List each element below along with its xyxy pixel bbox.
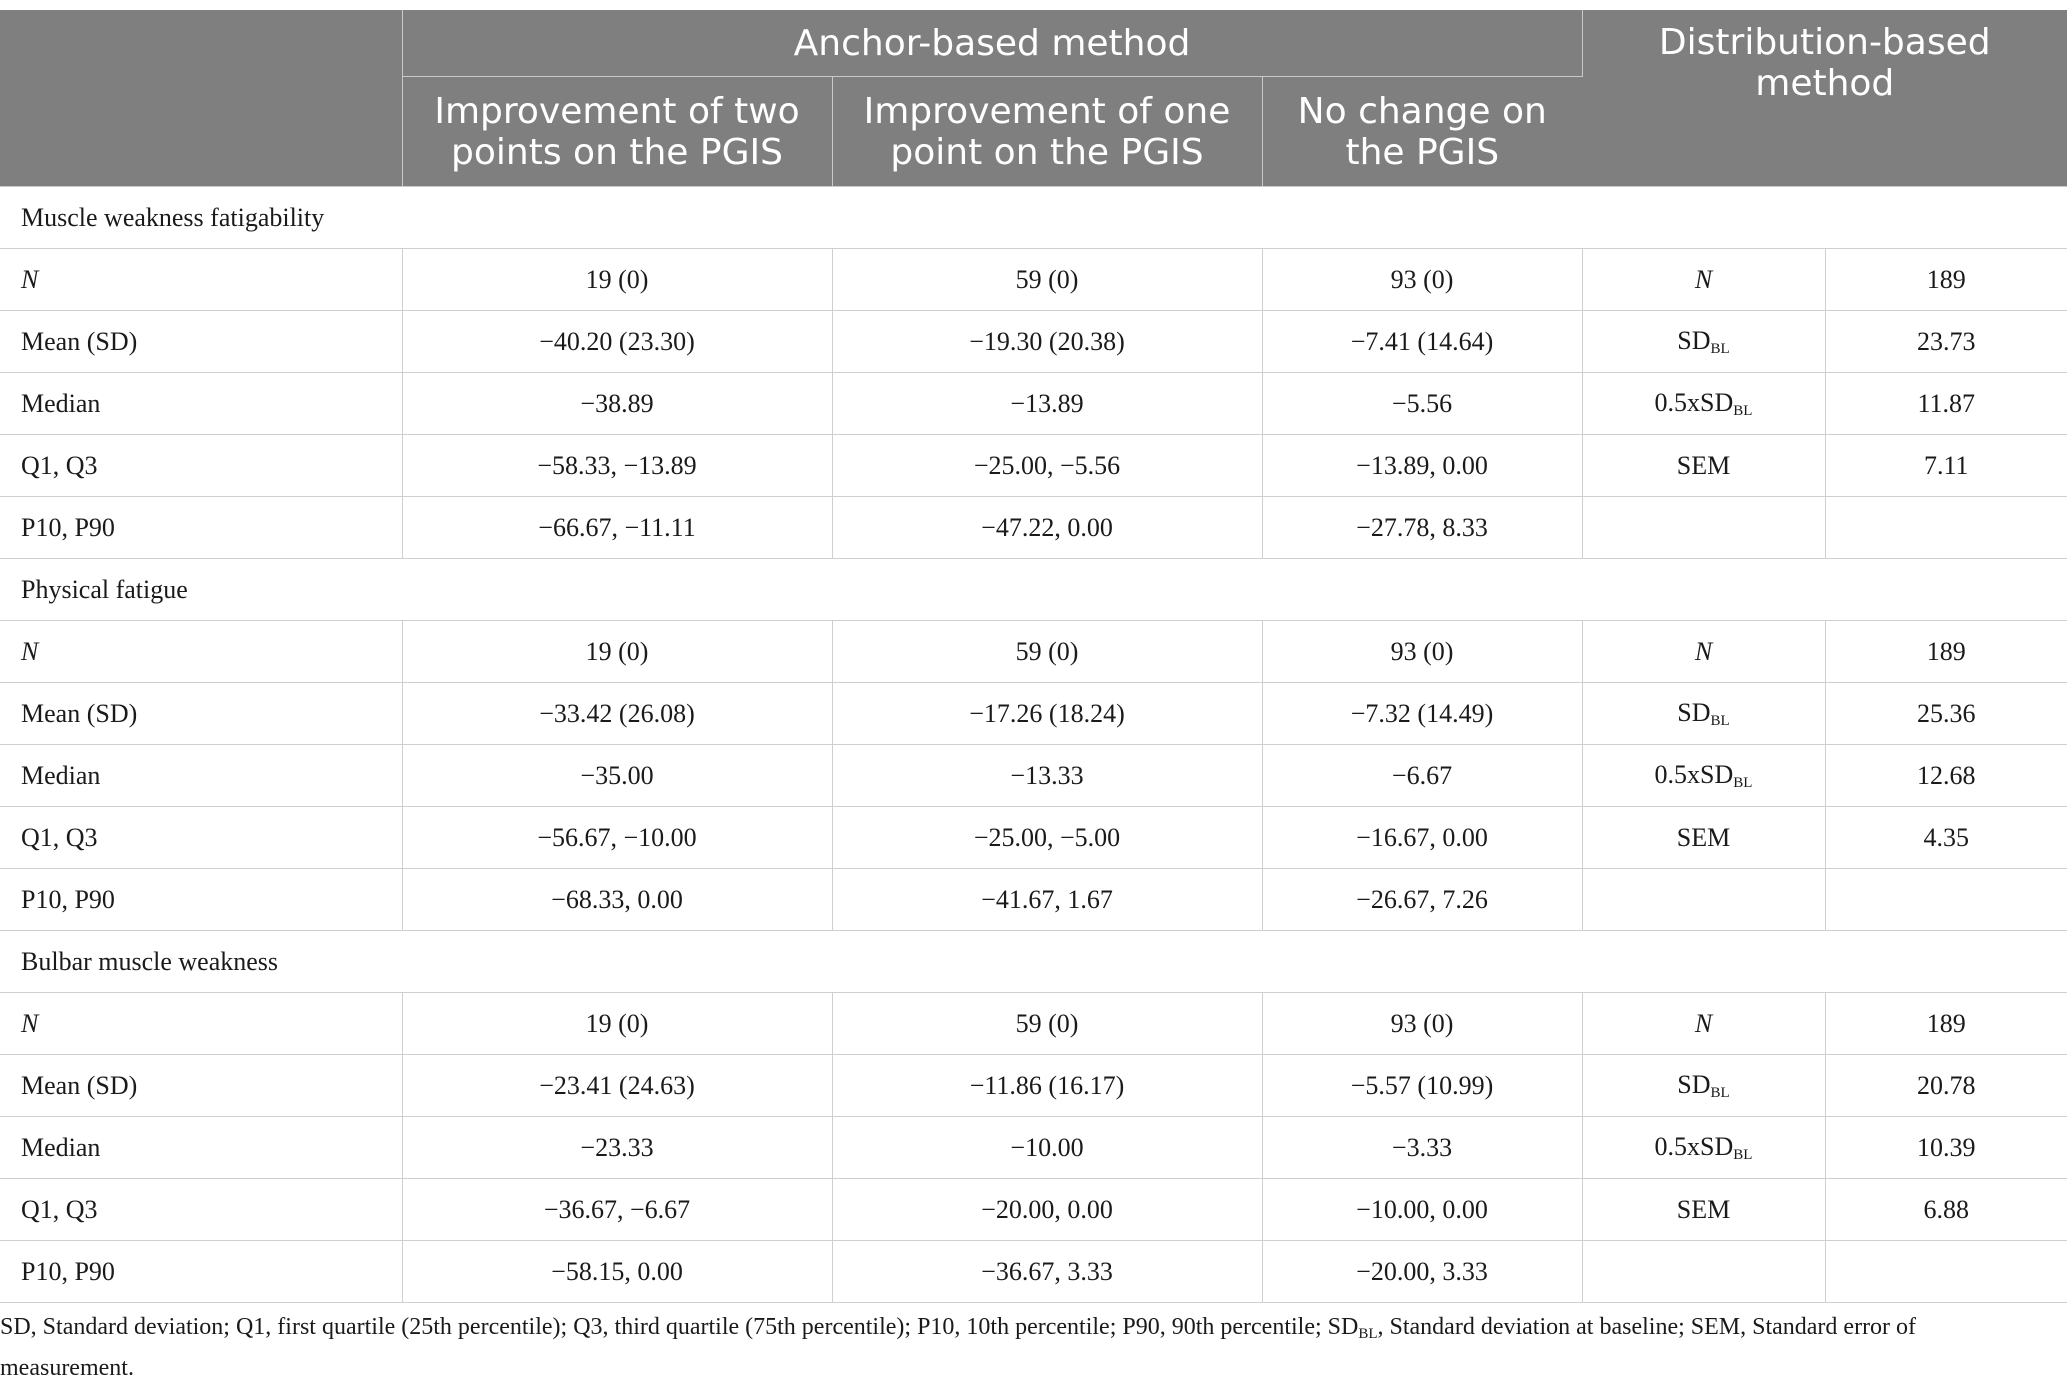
distribution-value: 12.68: [1825, 745, 2067, 807]
cell-one-point: −47.22, 0.00: [832, 497, 1262, 559]
cell-two-points: −58.15, 0.00: [402, 1241, 832, 1303]
distribution-label-text: N: [1694, 636, 1713, 666]
header-distribution-group: Distribution-based method: [1582, 10, 2067, 187]
table-footnote: [0, 1310, 2040, 1385]
distribution-value: 7.11: [1825, 435, 2067, 497]
distribution-label: [1582, 1055, 1825, 1117]
cell-no-change: 93 (0): [1262, 249, 1582, 311]
table-row: [0, 1179, 2067, 1241]
cell-one-point: −41.67, 1.67: [832, 869, 1262, 931]
row-label: Q1, Q3: [0, 1179, 402, 1241]
distribution-label: [1582, 1117, 1825, 1179]
cell-no-change: −7.32 (14.49): [1262, 683, 1582, 745]
row-label: P10, P90: [0, 1241, 402, 1303]
row-label: Mean (SD): [0, 1055, 402, 1117]
table-row: [0, 621, 2067, 683]
cell-two-points: 19 (0): [402, 249, 832, 311]
distribution-value: 189: [1825, 621, 2067, 683]
table-row: [0, 1055, 2067, 1117]
row-label: Median: [0, 1117, 402, 1179]
header-col-one-point: Improvement of one point on the PGIS: [832, 77, 1262, 187]
distribution-label: [1582, 373, 1825, 435]
cell-one-point: −19.30 (20.38): [832, 311, 1262, 373]
header-anchor-group: Anchor-based method: [402, 10, 1582, 77]
header-col-no-change: No change on the PGIS: [1262, 77, 1582, 187]
cell-no-change: −26.67, 7.26: [1262, 869, 1582, 931]
row-label: N: [0, 621, 402, 683]
footnote-text-after: , Standard deviation at baseline; SEM, Standard error of measurement.: [0, 1314, 1917, 1381]
section-row: [0, 931, 2067, 993]
row-label: Q1, Q3: [0, 807, 402, 869]
distribution-label: [1582, 745, 1825, 807]
cell-one-point: −20.00, 0.00: [832, 1179, 1262, 1241]
distribution-value: 25.36: [1825, 683, 2067, 745]
distribution-label: [1582, 497, 1825, 559]
table-body: [0, 187, 2067, 1303]
distribution-value: [1825, 869, 2067, 931]
distribution-label-subscript: BL: [1710, 1084, 1730, 1101]
distribution-label-text: SD: [1677, 1069, 1711, 1099]
cell-one-point: 59 (0): [832, 993, 1262, 1055]
distribution-value: 189: [1825, 249, 2067, 311]
table-row: [0, 807, 2067, 869]
cell-one-point: −36.67, 3.33: [832, 1241, 1262, 1303]
row-label: Mean (SD): [0, 311, 402, 373]
cell-one-point: 59 (0): [832, 621, 1262, 683]
cell-one-point: −25.00, −5.00: [832, 807, 1262, 869]
distribution-label: [1582, 1179, 1825, 1241]
distribution-value: 23.73: [1825, 311, 2067, 373]
cell-two-points: −38.89: [402, 373, 832, 435]
row-label: Q1, Q3: [0, 435, 402, 497]
cell-no-change: −7.41 (14.64): [1262, 311, 1582, 373]
distribution-label-text: N: [1694, 264, 1713, 294]
distribution-label-text: 0.5xSD: [1654, 387, 1734, 417]
cell-no-change: −16.67, 0.00: [1262, 807, 1582, 869]
distribution-label: [1582, 993, 1825, 1055]
distribution-value: 6.88: [1825, 1179, 2067, 1241]
table-row: [0, 869, 2067, 931]
distribution-value: [1825, 1241, 2067, 1303]
cell-no-change: −5.57 (10.99): [1262, 1055, 1582, 1117]
cell-two-points: −58.33, −13.89: [402, 435, 832, 497]
section-row: [0, 187, 2067, 249]
cell-two-points: −66.67, −11.11: [402, 497, 832, 559]
cell-no-change: −3.33: [1262, 1117, 1582, 1179]
cell-one-point: −11.86 (16.17): [832, 1055, 1262, 1117]
cell-two-points: −36.67, −6.67: [402, 1179, 832, 1241]
cell-one-point: −13.33: [832, 745, 1262, 807]
cell-no-change: −27.78, 8.33: [1262, 497, 1582, 559]
table-row: [0, 1241, 2067, 1303]
results-table: [0, 10, 2067, 1303]
section-title: Muscle weakness fatigability: [0, 187, 2067, 249]
cell-one-point: −10.00: [832, 1117, 1262, 1179]
distribution-value: 4.35: [1825, 807, 2067, 869]
cell-two-points: −40.20 (23.30): [402, 311, 832, 373]
header-col-two-points: Improvement of two points on the PGIS: [402, 77, 832, 187]
distribution-value: 10.39: [1825, 1117, 2067, 1179]
header-row-groups: [0, 10, 2067, 77]
footnote-subscript: BL: [1358, 1326, 1378, 1342]
header-empty-cell: [0, 10, 402, 187]
distribution-label-text: N: [1694, 1008, 1713, 1038]
cell-one-point: −25.00, −5.56: [832, 435, 1262, 497]
section-title: Physical fatigue: [0, 559, 2067, 621]
distribution-label: [1582, 249, 1825, 311]
cell-two-points: −56.67, −10.00: [402, 807, 832, 869]
cell-two-points: −33.42 (26.08): [402, 683, 832, 745]
cell-one-point: 59 (0): [832, 249, 1262, 311]
distribution-value: 11.87: [1825, 373, 2067, 435]
distribution-label: [1582, 807, 1825, 869]
table-row: [0, 745, 2067, 807]
distribution-label-text: SEM: [1676, 450, 1731, 480]
distribution-value: 189: [1825, 993, 2067, 1055]
distribution-label-subscript: BL: [1710, 340, 1730, 357]
distribution-label-subscript: BL: [1733, 402, 1753, 419]
row-label: Median: [0, 745, 402, 807]
cell-no-change: −6.67: [1262, 745, 1582, 807]
distribution-label-subscript: BL: [1733, 1146, 1753, 1163]
distribution-label: [1582, 1241, 1825, 1303]
distribution-label-text: 0.5xSD: [1654, 759, 1734, 789]
distribution-label: [1582, 311, 1825, 373]
distribution-label-text: 0.5xSD: [1654, 1131, 1734, 1161]
row-label: Median: [0, 373, 402, 435]
distribution-label: [1582, 869, 1825, 931]
footnote-text-before: SD, Standard deviation; Q1, first quartile (25th percentile); Q3, third quartile (75th percentile); P10, 10th percentile; P90, 90th percentile; SD: [0, 1314, 1359, 1340]
row-label: Mean (SD): [0, 683, 402, 745]
distribution-value: 20.78: [1825, 1055, 2067, 1117]
distribution-label-subscript: BL: [1733, 774, 1753, 791]
distribution-label-text: SEM: [1676, 1194, 1731, 1224]
cell-no-change: −13.89, 0.00: [1262, 435, 1582, 497]
section-row: [0, 559, 2067, 621]
cell-no-change: −10.00, 0.00: [1262, 1179, 1582, 1241]
table-row: [0, 497, 2067, 559]
row-label: N: [0, 993, 402, 1055]
distribution-value: [1825, 497, 2067, 559]
distribution-label: [1582, 683, 1825, 745]
distribution-label-subscript: BL: [1710, 712, 1730, 729]
distribution-label: [1582, 435, 1825, 497]
cell-no-change: −5.56: [1262, 373, 1582, 435]
distribution-label: [1582, 621, 1825, 683]
cell-two-points: 19 (0): [402, 621, 832, 683]
row-label: N: [0, 249, 402, 311]
table-row: [0, 435, 2067, 497]
cell-two-points: 19 (0): [402, 993, 832, 1055]
table-row: [0, 993, 2067, 1055]
cell-two-points: −23.41 (24.63): [402, 1055, 832, 1117]
cell-two-points: −35.00: [402, 745, 832, 807]
cell-two-points: −68.33, 0.00: [402, 869, 832, 931]
table-row: [0, 373, 2067, 435]
cell-no-change: 93 (0): [1262, 993, 1582, 1055]
cell-one-point: −13.89: [832, 373, 1262, 435]
table-row: [0, 311, 2067, 373]
table-row: [0, 683, 2067, 745]
distribution-label-text: SD: [1677, 325, 1711, 355]
cell-no-change: −20.00, 3.33: [1262, 1241, 1582, 1303]
distribution-label-text: SEM: [1676, 822, 1731, 852]
cell-no-change: 93 (0): [1262, 621, 1582, 683]
row-label: P10, P90: [0, 497, 402, 559]
cell-one-point: −17.26 (18.24): [832, 683, 1262, 745]
distribution-label-text: SD: [1677, 697, 1711, 727]
cell-two-points: −23.33: [402, 1117, 832, 1179]
table-row: [0, 1117, 2067, 1179]
row-label: P10, P90: [0, 869, 402, 931]
section-title: Bulbar muscle weakness: [0, 931, 2067, 993]
table-row: [0, 249, 2067, 311]
